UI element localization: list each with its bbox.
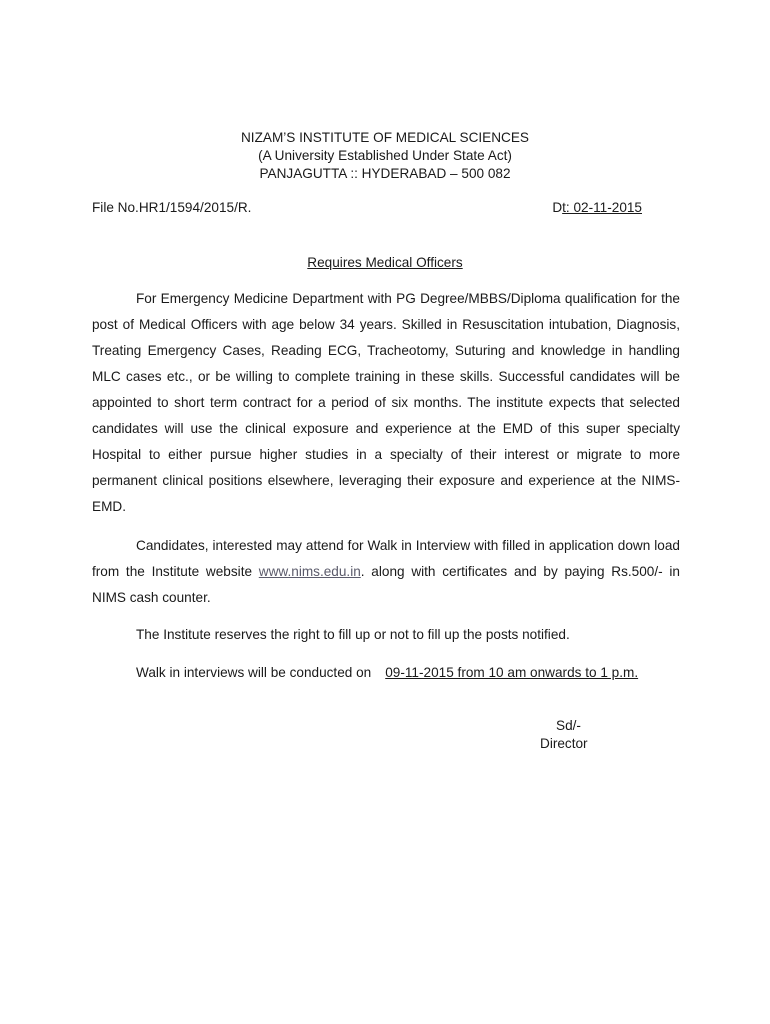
letterhead [0, 129, 770, 183]
application-text-end: . along with certificates and by paying Rs.500/- in NIMS cash counter. [92, 564, 680, 605]
paragraph-reservation: The Institute reserves the right to fill up or not to fill up the posts notified. [136, 627, 570, 642]
institute-address: PANJAGUTTA :: HYDERABAD – 500 082 [259, 166, 511, 181]
walkin-line [136, 664, 638, 682]
file-number: File No.HR1/1594/2015/R. [92, 200, 252, 215]
walkin-prefix: Walk in interviews will be conducted on [136, 665, 372, 680]
file-reference-line [92, 199, 642, 217]
institute-name: NIZAM’S INSTITUTE OF MEDICAL SCIENCES [240, 130, 529, 145]
signatory-designation: Director [540, 736, 588, 751]
paragraph-application [92, 533, 680, 611]
document-date [552, 199, 642, 217]
institute-subtitle: (A University Established Under State Act) [258, 148, 512, 163]
signature-sd: Sd/- [556, 718, 581, 733]
walkin-schedule: 09-11-2015 from 10 am onwards to 1 p.m. [385, 665, 639, 680]
application-text: Candidates, interested may attend for Walk in Interview with filled in application down load from the Institute website [92, 538, 680, 579]
website-link[interactable]: www.nims.edu.in [258, 564, 361, 579]
paragraph-description: For Emergency Medicine Department with PG Degree/MBBS/Diploma qualification for the post of Medical Officers with age below 34 years. Skilled in Resuscitation intubation, Diagnosis, Treating Emergency Cases, Reading ECG, Tracheotomy, Suturing and knowledge in handling MLC cases etc., or be willing to complete training in these skills. Successful candidates will be appointed to short term contract for a period of six months. The institute expects that selected candidates will use the clinical exposure and experience at the EMD of this super specialty Hospital to either pursue higher studies in a specialty of their interest or migrate to more permanent clinical positions elsewhere, leveraging their exposure and experience at the NIMS- EMD. [92, 291, 680, 514]
date-prefix: D [552, 200, 563, 215]
date-value: t: 02-11-2015 [562, 200, 642, 215]
notice-title: Requires Medical Officers [307, 255, 463, 270]
signature-block [540, 717, 610, 753]
